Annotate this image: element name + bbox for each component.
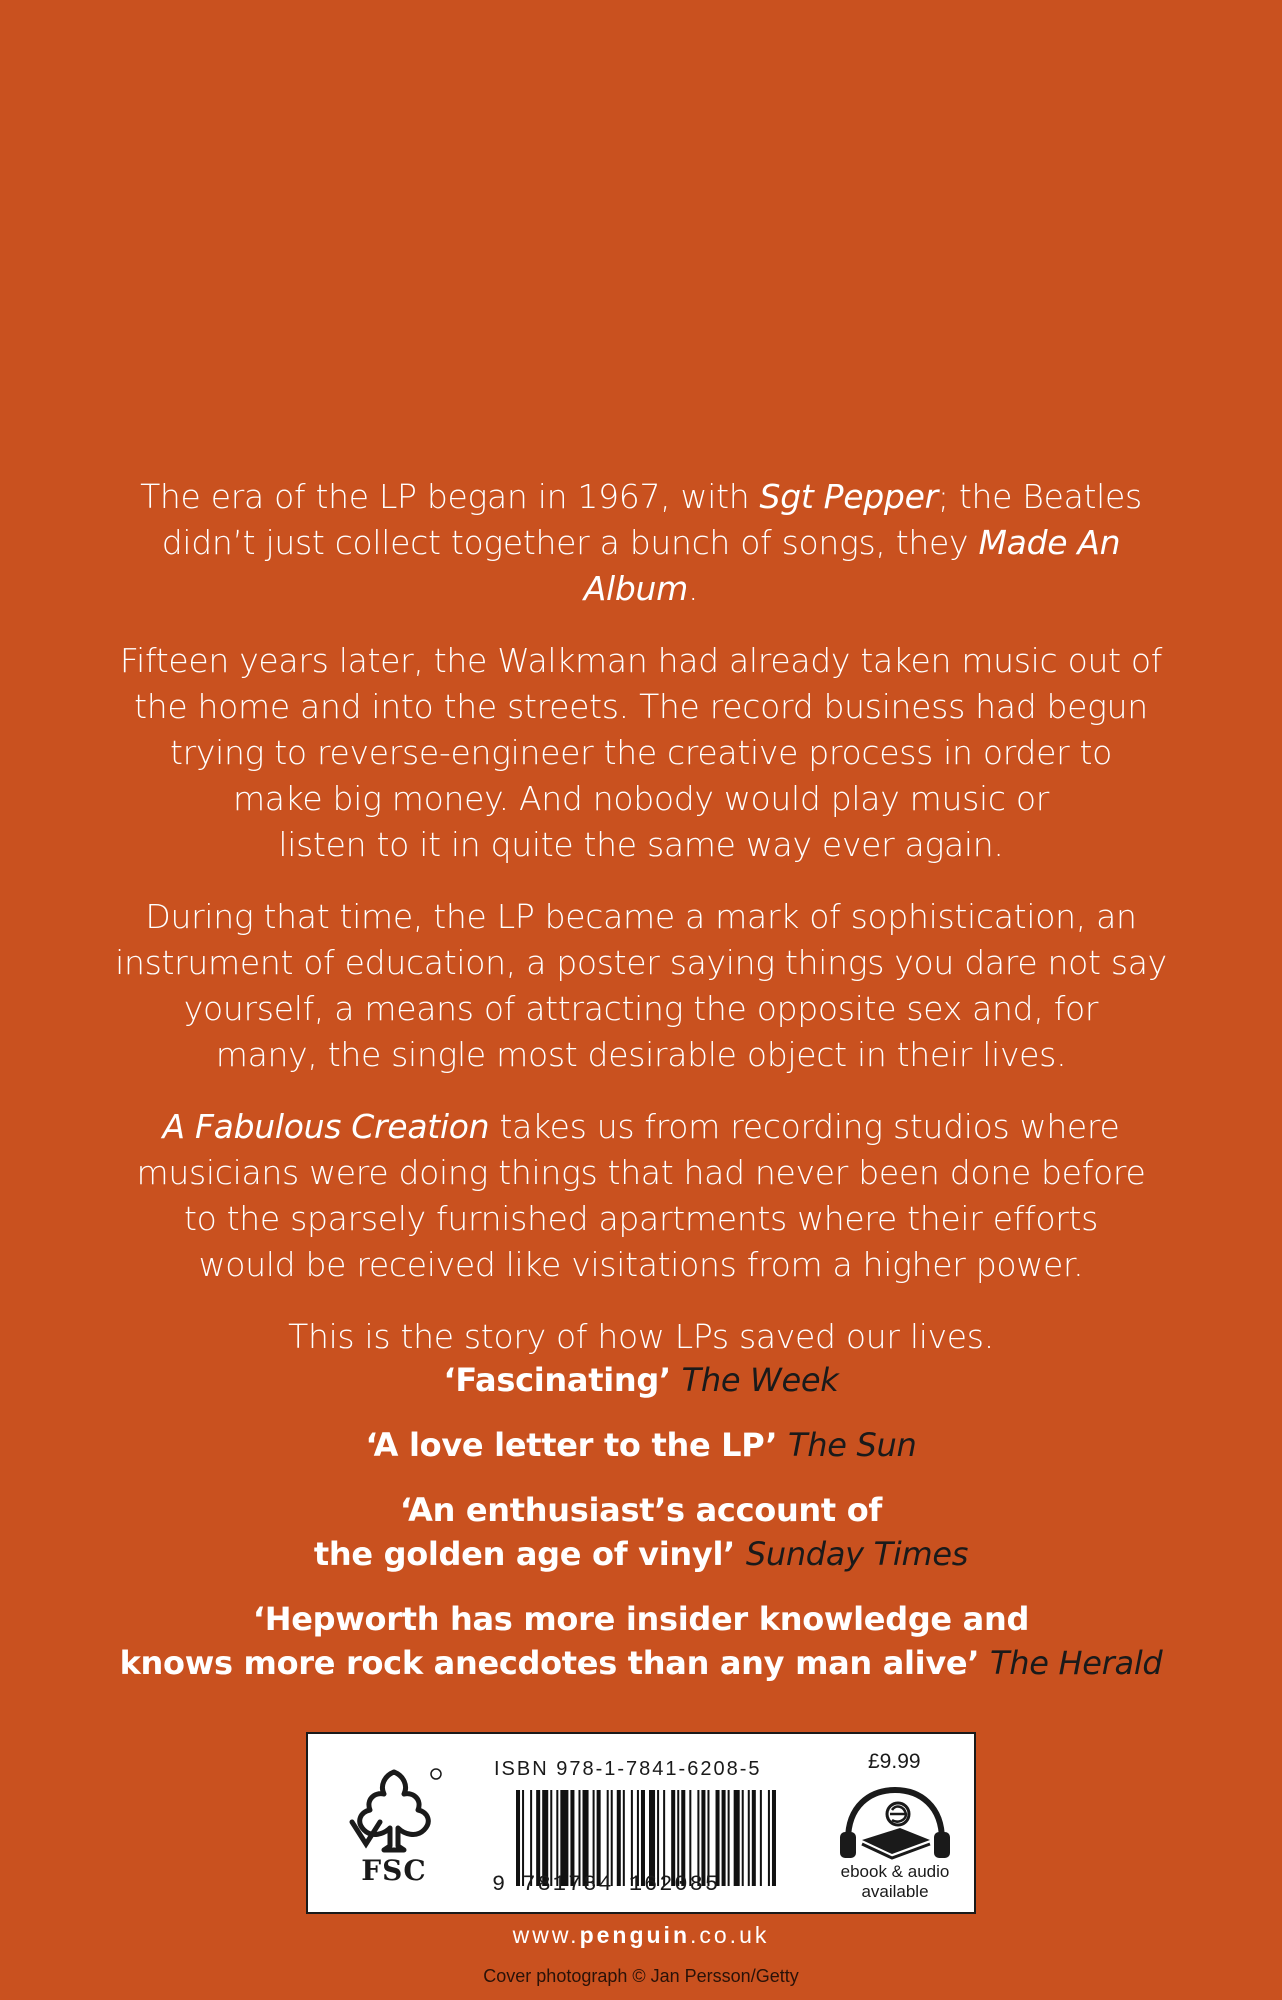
review-quote — [60, 1488, 1222, 1576]
blurb-line: the home and into the streets. The record business had begun — [134, 687, 1148, 726]
blurb-line: yourself, a means of attracting the opposite sex and, for — [183, 989, 1099, 1028]
quote-line — [60, 1423, 1222, 1467]
review-quotes — [60, 1358, 1222, 1706]
website-suffix: .co.uk — [690, 1922, 770, 1948]
review-quote — [60, 1597, 1222, 1685]
blurb-text: takes us from recording studios where — [489, 1107, 1120, 1146]
quote-text: ‘A love letter to the LP’ — [365, 1426, 789, 1464]
book-title: A Fabulous Creation — [162, 1107, 490, 1146]
blurb-line: trying to reverse-engineer the creative process in order to — [169, 733, 1113, 772]
blurb-line — [100, 520, 1182, 612]
quote-line — [60, 1641, 1222, 1685]
blurb-paragraph-2 — [100, 638, 1182, 868]
blurb-line — [100, 1104, 1182, 1150]
blurb-paragraph-4 — [100, 1104, 1182, 1288]
audio-label-line: ebook & audio — [840, 1862, 950, 1881]
blurb-line: Fifteen years later, the Walkman had already taken music out of — [119, 641, 1163, 680]
fsc-tree-icon — [344, 1766, 444, 1856]
blurb-line: to the sparsely furnished apartments where their efforts — [183, 1199, 1099, 1238]
isbn-text: ISBN 978-1-7841-6208-5 — [494, 1758, 762, 1780]
blurb-line: musicians were doing things that had never been done before — [136, 1153, 1146, 1192]
quote-text: the golden age of vinyl’ — [313, 1535, 746, 1573]
blurb — [100, 474, 1182, 1386]
blurb-line: This is the story of how LPs saved our lives. — [288, 1317, 994, 1356]
publisher-website[interactable] — [0, 1922, 1282, 1949]
blurb-line — [100, 474, 1182, 520]
emphasis-made-an-album: Made An Album — [583, 523, 1121, 608]
ebook-audio-label — [808, 1862, 982, 1902]
quote-source: The Herald — [990, 1644, 1163, 1682]
photo-credit: Cover photograph © Jan Persson/Getty — [483, 1966, 799, 1986]
quote-line: ‘An enthusiast’s account of — [399, 1491, 883, 1529]
blurb-line: During that time, the LP became a mark of sophistication, an — [145, 897, 1137, 936]
quote-line — [60, 1358, 1222, 1402]
website-brand: penguin — [579, 1922, 690, 1948]
blurb-line: listen to it in quite the same way ever again. — [278, 825, 1004, 864]
blurb-line: would be received like visitations from a higher power. — [198, 1245, 1084, 1284]
quote-source: The Sun — [788, 1426, 917, 1464]
quote-text: knows more rock anecdotes than any man alive’ — [119, 1644, 991, 1682]
barcode-digits: 9 781784 162085 — [492, 1872, 721, 1897]
blurb-line: instrument of education, a poster saying things you dare not say — [115, 943, 1167, 982]
audio-label-line: available — [861, 1882, 929, 1901]
review-quote — [60, 1358, 1222, 1402]
ebook-audio-icon — [836, 1784, 954, 1864]
price: £9.99 — [868, 1750, 921, 1773]
barcode-panel — [306, 1732, 976, 1914]
fsc-logo — [344, 1766, 444, 1890]
fsc-label: FSC — [361, 1854, 427, 1887]
review-quote — [60, 1423, 1222, 1467]
quote-source: Sunday Times — [745, 1535, 969, 1573]
blurb-line: make big money. And nobody would play music or — [232, 779, 1050, 818]
blurb-paragraph-3 — [100, 894, 1182, 1078]
blurb-line: many, the single most desirable object in their lives. — [215, 1035, 1067, 1074]
blurb-paragraph-1 — [100, 474, 1182, 612]
quote-text: ‘Fascinating’ — [443, 1361, 682, 1399]
quote-source: The Week — [681, 1361, 839, 1399]
quote-line: ‘Hepworth has more insider knowledge and — [252, 1600, 1030, 1638]
blurb-text: didn’t just collect together a bunch of songs, they — [161, 523, 979, 562]
album-title-sgt-pepper: Sgt Pepper — [759, 477, 938, 516]
website-prefix: www. — [512, 1922, 580, 1948]
blurb-text: . — [688, 569, 699, 608]
blurb-text: ; the Beatles — [937, 477, 1142, 516]
blurb-paragraph-5 — [100, 1314, 1182, 1360]
blurb-text: The era of the LP began in 1967, with — [140, 477, 760, 516]
quote-line — [60, 1532, 1222, 1576]
